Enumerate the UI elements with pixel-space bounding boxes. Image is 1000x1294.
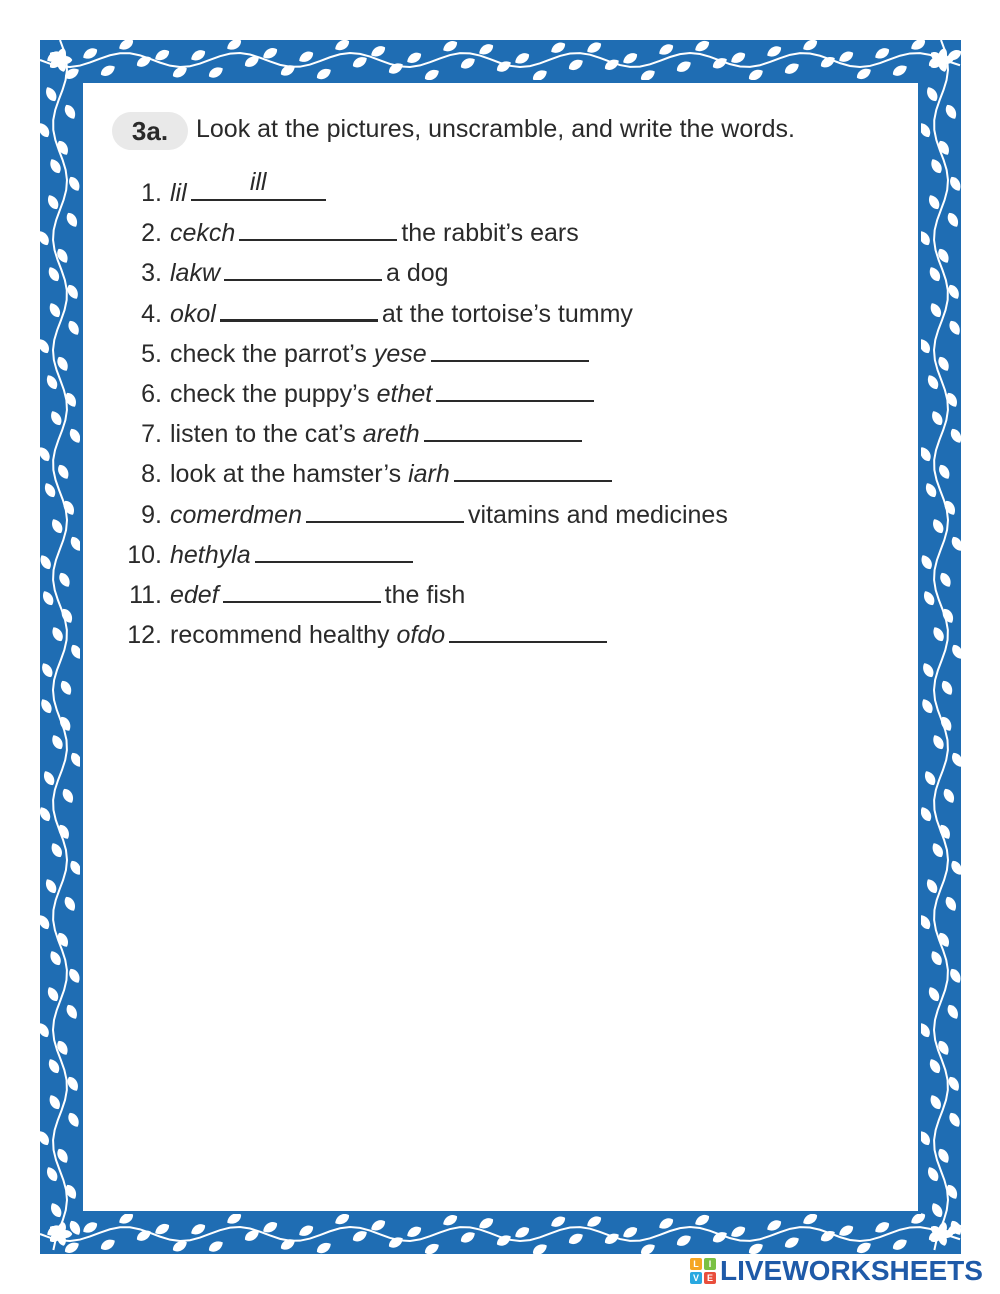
scrambled-word: iarh bbox=[408, 460, 450, 489]
item-number: 1. bbox=[141, 179, 162, 207]
item-prefix-text: check the parrot’s bbox=[170, 339, 367, 368]
answer-blank[interactable] bbox=[224, 257, 382, 281]
item-prefix-text: listen to the cat’s bbox=[170, 420, 356, 449]
exercise-instruction: Look at the pictures, unscramble, and write the words. bbox=[196, 115, 795, 143]
item-number: 11. bbox=[129, 581, 162, 609]
item-number: 6. bbox=[141, 380, 162, 408]
item-number: 3. bbox=[141, 259, 162, 288]
exercise-item bbox=[112, 336, 593, 372]
item-number: 9. bbox=[141, 500, 162, 529]
exercise-item bbox=[112, 537, 417, 573]
scrambled-word: okol bbox=[170, 299, 216, 328]
answer-blank[interactable] bbox=[436, 378, 594, 402]
item-number: 5. bbox=[141, 339, 162, 368]
liveworksheets-logo-icon: L I V E bbox=[690, 1258, 716, 1284]
answer-blank[interactable] bbox=[449, 619, 607, 643]
answer-blank[interactable] bbox=[424, 418, 582, 442]
item-suffix-text: at the tortoise’s tummy bbox=[381, 299, 633, 328]
item-number: 8. bbox=[141, 460, 162, 489]
exercise-item bbox=[112, 456, 616, 492]
scrambled-word: ofdo bbox=[396, 621, 446, 650]
item-number: 12. bbox=[127, 621, 162, 650]
exercise-item bbox=[112, 617, 611, 653]
exercise-item bbox=[112, 255, 449, 291]
item-suffix-text: the fish bbox=[384, 581, 466, 609]
item-number: 10. bbox=[127, 540, 162, 569]
scrambled-word: areth bbox=[362, 420, 420, 449]
answer-blank[interactable] bbox=[239, 217, 397, 241]
item-prefix-text: check the puppy’s bbox=[170, 380, 370, 408]
item-prefix-text: recommend healthy bbox=[170, 621, 390, 650]
scrambled-word: yese bbox=[373, 339, 427, 368]
scrambled-word: hethyla bbox=[170, 540, 251, 569]
answer-blank[interactable] bbox=[431, 338, 589, 362]
answer-blank[interactable] bbox=[255, 539, 413, 563]
item-number: 2. bbox=[141, 219, 162, 248]
logo-text: LIVEWORKSHEETS bbox=[720, 1255, 983, 1286]
scrambled-word: edef bbox=[170, 581, 219, 609]
exercise-item bbox=[112, 416, 586, 452]
exercise-item bbox=[112, 497, 728, 533]
item-prefix-text: look at the hamster’s bbox=[170, 460, 402, 489]
item-number: 7. bbox=[141, 420, 162, 449]
exercise-item bbox=[112, 168, 330, 211]
liveworksheets-logo bbox=[690, 1256, 983, 1286]
exercise-item bbox=[112, 577, 465, 613]
item-suffix-text: vitamins and medicines bbox=[468, 500, 728, 529]
answer-text: ill bbox=[249, 168, 267, 196]
answer-blank[interactable] bbox=[220, 297, 378, 322]
answer-blank[interactable] bbox=[191, 168, 326, 201]
exercise-item bbox=[112, 296, 633, 332]
answer-blank[interactable] bbox=[306, 499, 464, 523]
exercise-badge: 3a. bbox=[112, 112, 188, 150]
scrambled-word: lakw bbox=[170, 259, 221, 288]
item-suffix-text: the rabbit’s ears bbox=[401, 219, 579, 248]
scrambled-word: ethet bbox=[376, 380, 433, 408]
scrambled-word: cekch bbox=[170, 219, 236, 248]
answer-blank[interactable] bbox=[454, 458, 612, 482]
exercise-item bbox=[112, 376, 598, 412]
scrambled-word: comerdmen bbox=[170, 500, 302, 529]
answer-blank[interactable] bbox=[223, 579, 381, 603]
scrambled-word: lil bbox=[170, 179, 187, 207]
exercise-item bbox=[112, 215, 579, 251]
item-number: 4. bbox=[141, 299, 162, 328]
item-suffix-text: a dog bbox=[386, 259, 449, 288]
